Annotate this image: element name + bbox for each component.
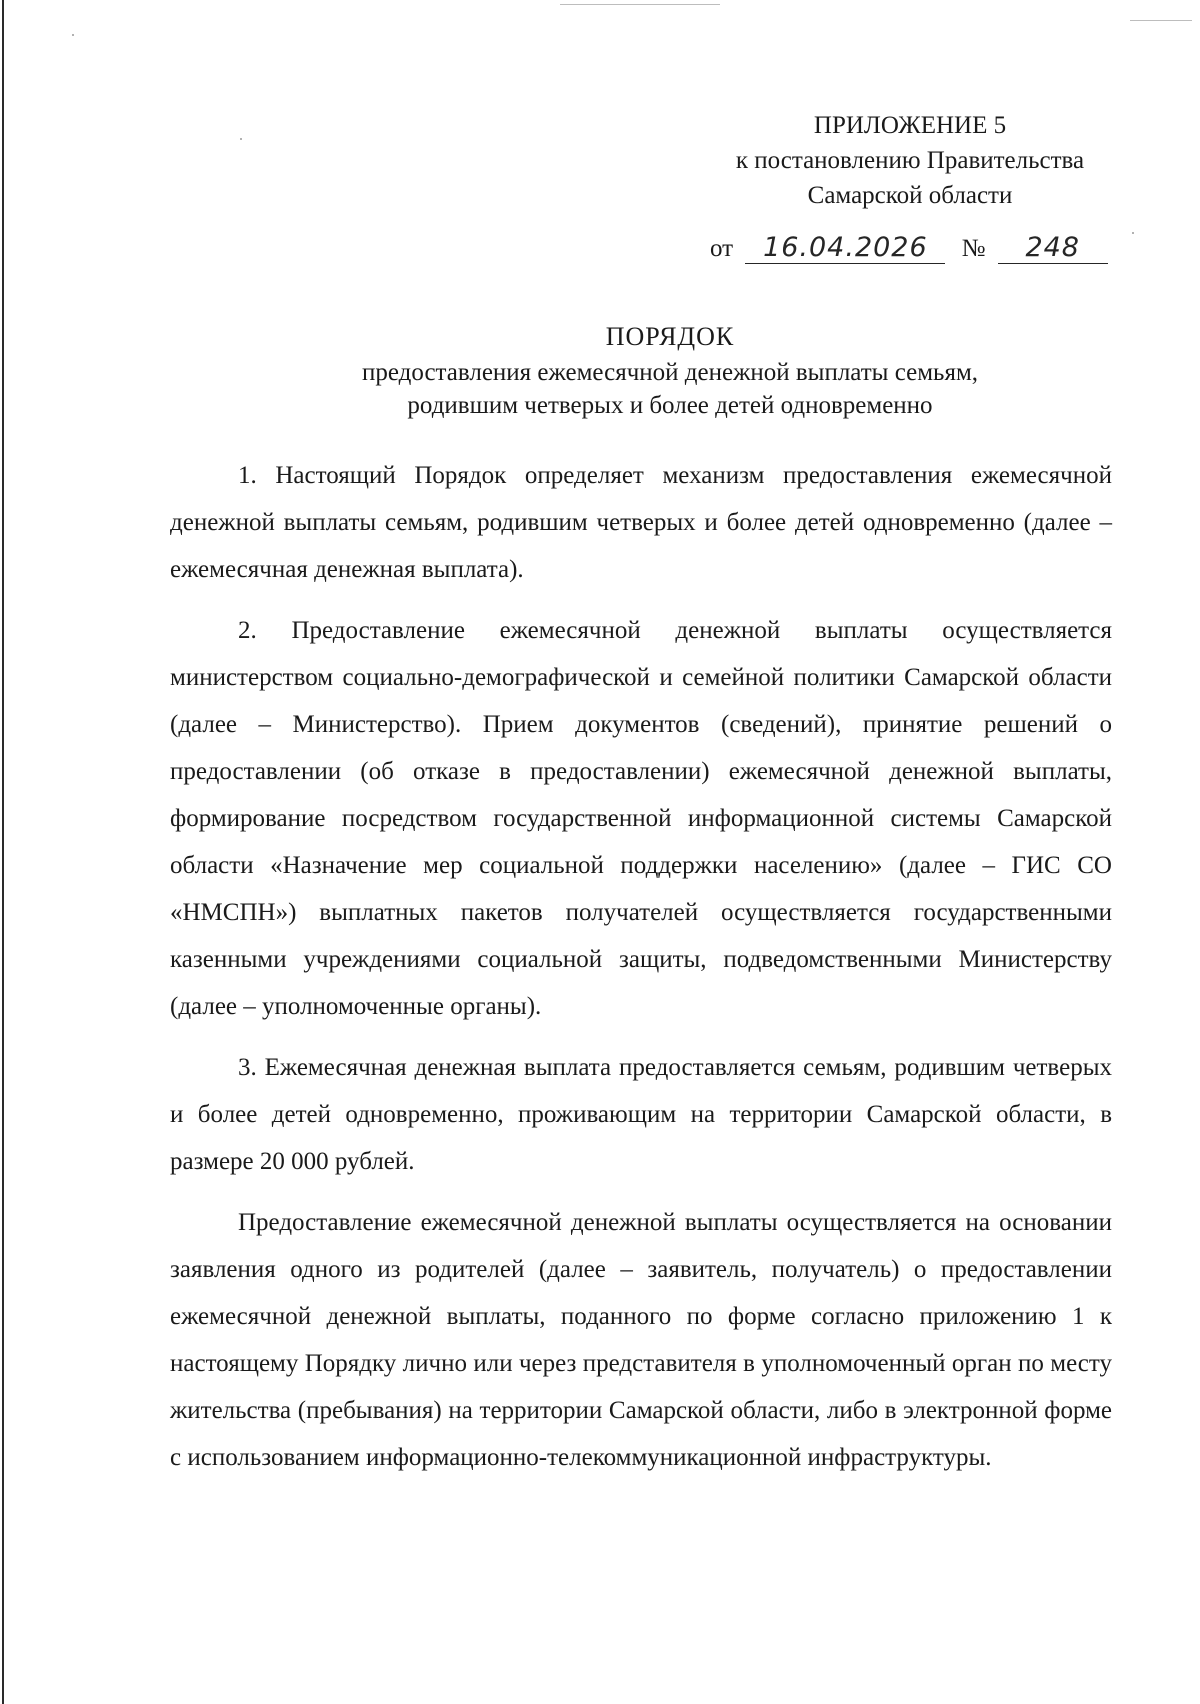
paragraph-4: Предоставление ежемесячной денежной выплаты осуществляется на основании заявления одного из родителей (далее – заявитель, получатель) о предоставлении ежемесячной денежной выплаты, поданного по форме согласно приложению 1 к настоящему Порядку лично или через представителя в уполномоченный орган по месту жительства (пребывания) на территории Самарской области, либо в электронной форме с использованием информационно-телекоммуникационной инфраструктуры. — [170, 1209, 1112, 1471]
scan-speck — [240, 138, 242, 140]
paragraph-3: 3. Ежемесячная денежная выплата предоставляется семьям, родившим четверых и более детей одновременно, проживающим на территории Самарской области, в размере 20 000 рублей. — [170, 1054, 1112, 1175]
decree-date-number — [710, 232, 1108, 266]
scan-artifact-top — [560, 4, 720, 5]
number-sign: № — [961, 235, 986, 262]
scan-speck — [1132, 232, 1134, 234]
appendix-reference: к постановлению Правительства — [735, 147, 1085, 174]
paragraph-1: 1. Настоящий Порядок определяет механизм предоставления ежемесячной денежной выплаты семьям, родившим четверых и более детей одновременно (далее – ежемесячная денежная выплата). — [170, 462, 1112, 583]
document-title-block — [170, 320, 1170, 422]
handwritten-number: 248 — [998, 233, 1108, 264]
document-body — [170, 452, 1112, 1481]
paragraph-2: 2. Предоставление ежемесячной денежной выплаты осуществляется министерством социально-демографической и семейной политики Самарской области (далее – Министерство). Прием документов (сведений), принятие решений о предоставлении (об отказе в предоставлении) ежемесячной денежной выплаты, формирование посредством государственной информационной системы Самарской области «Назначение мер социальной поддержки населению» (далее – ГИС СО «НМСПН») выплатных пакетов получателей осуществляется государственными казенными учреждениями социальной защиты, подведомственными Министерству (далее – уполномоченные органы). — [170, 617, 1112, 1020]
scan-left-edge — [2, 0, 4, 1704]
document-subtitle-line-1: предоставления ежемесячной денежной выплаты семьям, — [361, 359, 979, 386]
handwritten-date: 16.04.2026 — [745, 233, 945, 264]
appendix-header — [680, 108, 1140, 213]
scan-artifact-top-right — [1130, 20, 1192, 21]
appendix-title: ПРИЛОЖЕНИЕ 5 — [813, 112, 1007, 139]
appendix-region: Самарской области — [807, 182, 1013, 209]
scan-speck — [72, 34, 74, 36]
document-subtitle-line-2: родившим четверых и более детей одновременно — [407, 392, 933, 419]
date-prefix: от — [710, 235, 734, 262]
document-title: ПОРЯДОК — [605, 322, 735, 351]
